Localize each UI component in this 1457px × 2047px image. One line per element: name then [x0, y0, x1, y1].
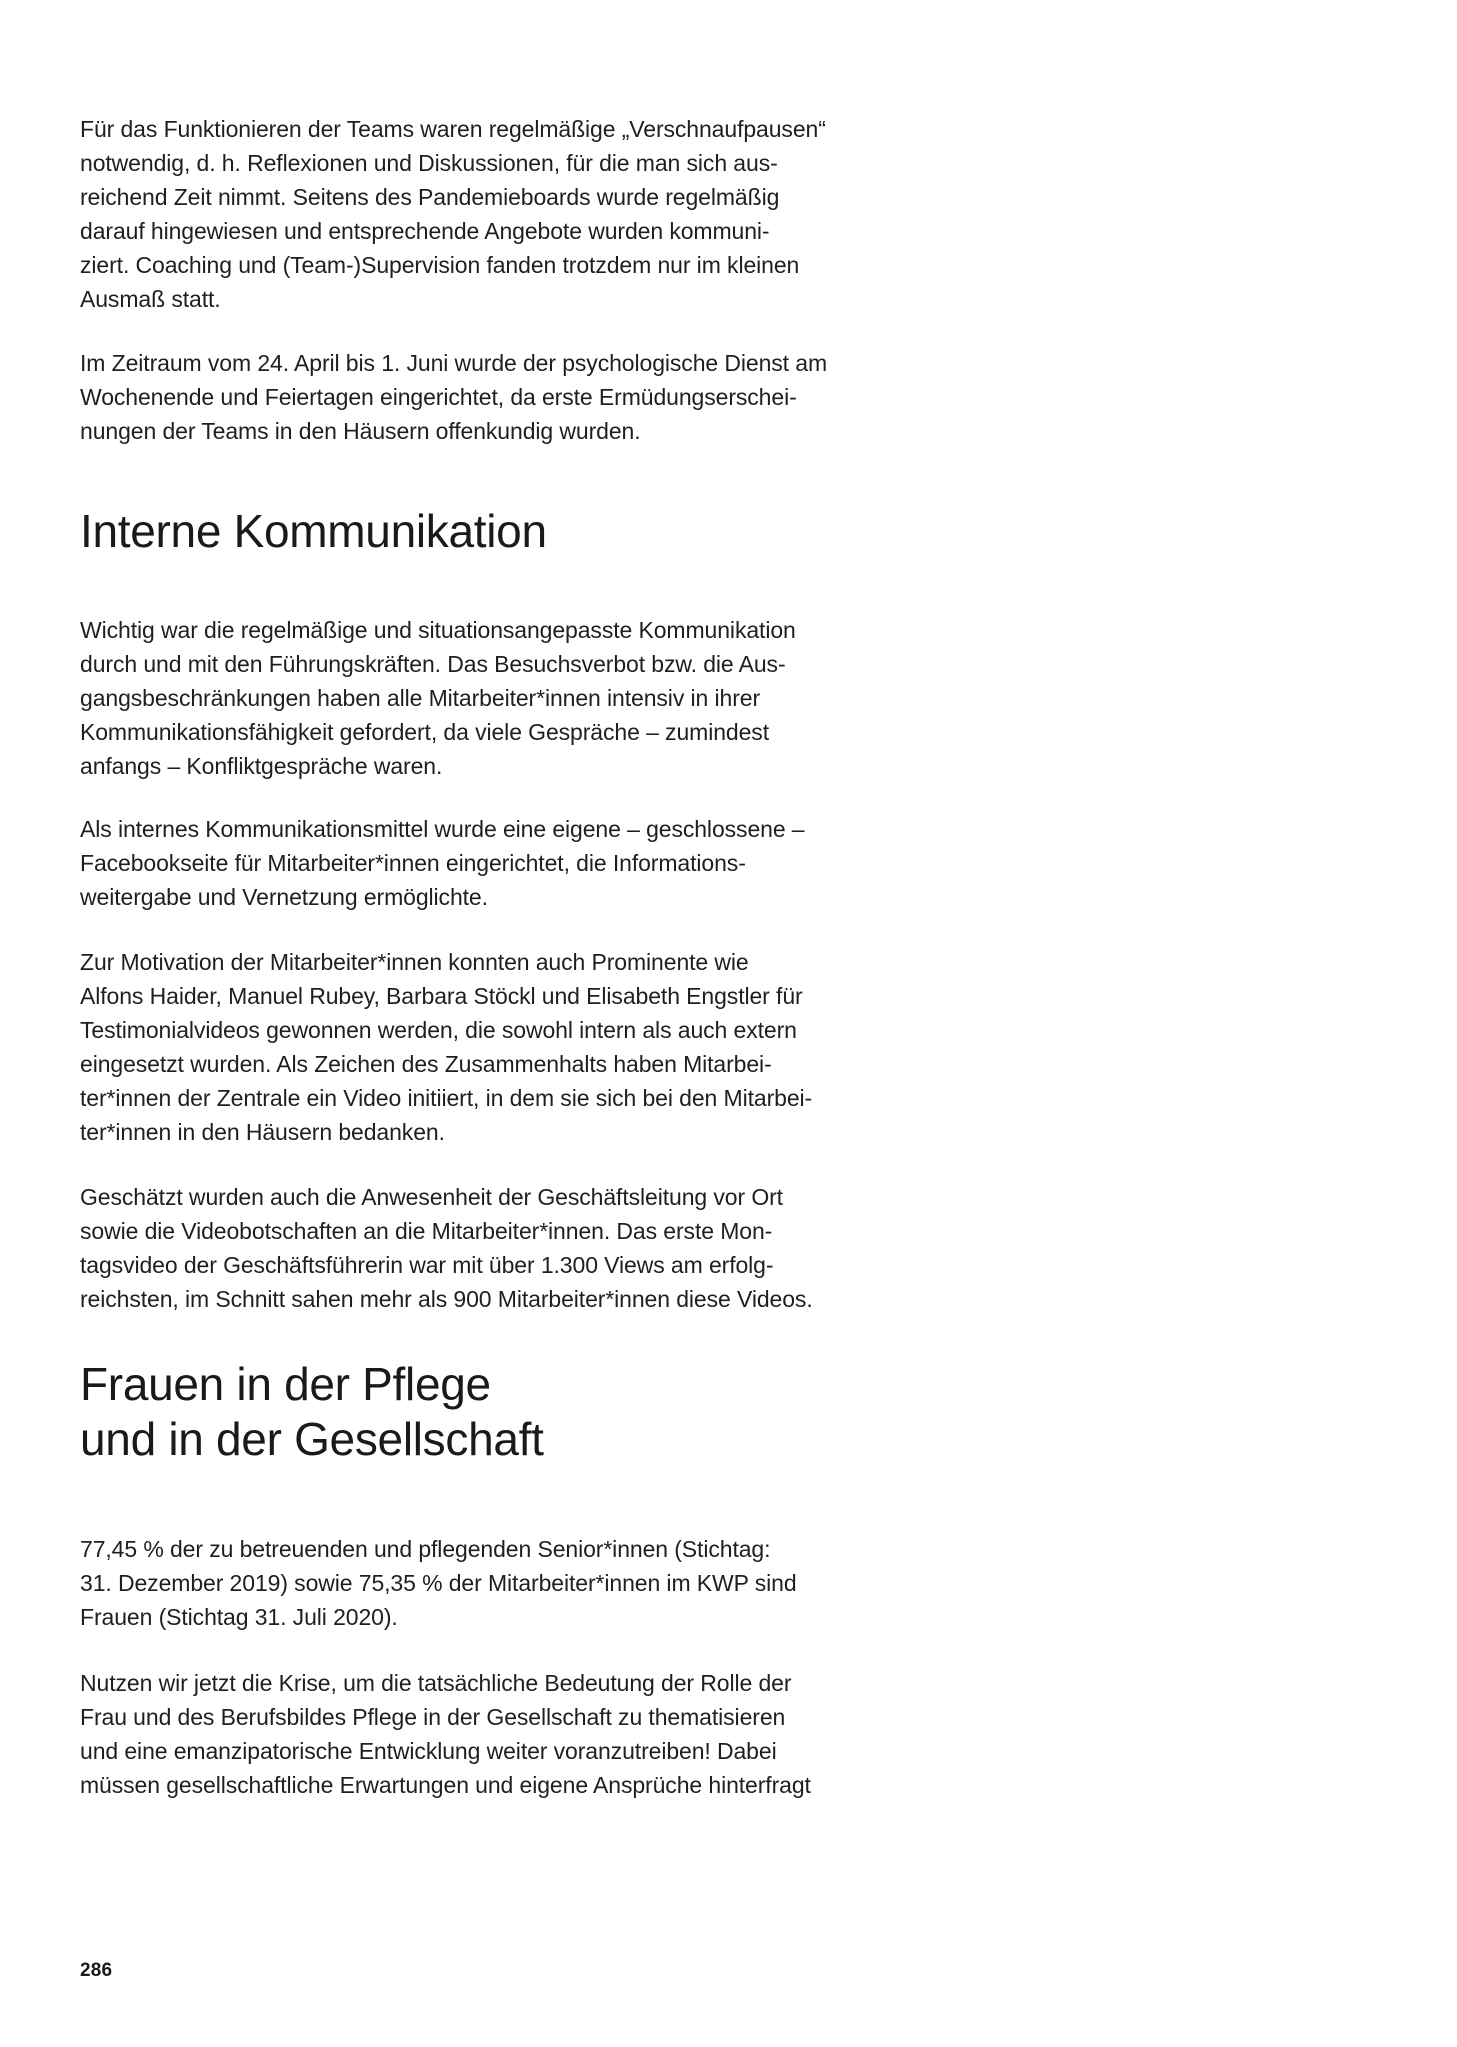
text-line: Kommunikationsfähigkeit gefordert, da viele Gespräche – zumindest [80, 719, 769, 745]
text-line: sowie die Videobotschaften an die Mitarbeiter*innen. Das erste Mon- [80, 1218, 773, 1244]
text-line: Frau und des Berufsbildes Pflege in der Gesellschaft zu thematisieren [80, 1704, 786, 1730]
text-line: ter*innen in den Häusern bedanken. [80, 1119, 445, 1145]
text-line: weitergabe und Vernetzung ermöglichte. [80, 884, 488, 910]
text-line: notwendig, d. h. Reflexionen und Diskussionen, für die man sich aus- [80, 150, 778, 176]
paragraph-psychologischer-dienst [80, 346, 827, 448]
paragraph-facebookseite [80, 812, 805, 914]
paragraph-statistik-frauen [80, 1532, 797, 1634]
text-line: Facebookseite für Mitarbeiter*innen eingerichtet, die Informations- [80, 850, 746, 876]
heading-interne-kommunikation: Interne Kommunikation [80, 505, 547, 557]
text-line: ter*innen der Zentrale ein Video initiiert, in dem sie sich bei den Mitarbei- [80, 1085, 813, 1111]
text-line: ziert. Coaching und (Team-)Supervision fanden trotzdem nur im kleinen [80, 252, 800, 278]
paragraph-motivation-prominente [80, 945, 812, 1149]
text-line: 31. Dezember 2019) sowie 75,35 % der Mitarbeiter*innen im KWP sind [80, 1570, 797, 1596]
paragraph-kommunikation-fuehrungskraefte [80, 613, 796, 783]
text-line: Im Zeitraum vom 24. April bis 1. Juni wurde der psychologische Dienst am [80, 350, 828, 376]
text-line: Geschätzt wurden auch die Anwesenheit der Geschäftsleitung vor Ort [80, 1184, 783, 1210]
text-line: Wichtig war die regelmäßige und situationsangepasste Kommunikation [80, 617, 796, 643]
text-line: Für das Funktionieren der Teams waren regelmäßige „Verschnaufpausen“ [80, 116, 826, 142]
text-line: und eine emanzipatorische Entwicklung weiter voranzutreiben! Dabei [80, 1738, 777, 1764]
text-line: durch und mit den Führungskräften. Das Besuchsverbot bzw. die Aus- [80, 651, 786, 677]
heading-frauen-in-der-pflege [80, 1357, 544, 1467]
text-line: Als internes Kommunikationsmittel wurde eine eigene – geschlossene – [80, 816, 805, 842]
text-line: eingesetzt wurden. Als Zeichen des Zusammenhalts haben Mitarbei- [80, 1051, 772, 1077]
text-line: reichsten, im Schnitt sahen mehr als 900 Mitarbeiter*innen diese Videos. [80, 1286, 813, 1312]
text-line: Zur Motivation der Mitarbeiter*innen konnten auch Prominente wie [80, 949, 749, 975]
text-line: müssen gesellschaftliche Erwartungen und eigene Ansprüche hinterfragt [80, 1772, 811, 1798]
paragraph-geschaeftsleitung [80, 1180, 813, 1316]
text-line: nungen der Teams in den Häusern offenkundig wurden. [80, 418, 641, 444]
text-line: Frauen (Stichtag 31. Juli 2020). [80, 1604, 398, 1630]
heading-line: und in der Gesellschaft [80, 1413, 544, 1465]
text-line: Ausmaß statt. [80, 286, 221, 312]
text-line: Wochenende und Feiertagen eingerichtet, da erste Ermüdungserschei- [80, 384, 797, 410]
paragraph-krise-nutzen [80, 1666, 811, 1802]
text-line: 77,45 % der zu betreuenden und pflegenden Senior*innen (Stichtag: [80, 1536, 771, 1562]
text-line: Testimonialvideos gewonnen werden, die sowohl intern als auch extern [80, 1017, 797, 1043]
text-line: Nutzen wir jetzt die Krise, um die tatsächliche Bedeutung der Rolle der [80, 1670, 792, 1696]
text-line: gangsbeschränkungen haben alle Mitarbeiter*innen intensiv in ihrer [80, 685, 761, 711]
heading-line: Frauen in der Pflege [80, 1358, 491, 1410]
text-line: anfangs – Konfliktgespräche waren. [80, 753, 443, 779]
text-line: darauf hingewiesen und entsprechende Angebote wurden kommuni- [80, 218, 770, 244]
text-line: Alfons Haider, Manuel Rubey, Barbara Stöckl und Elisabeth Engstler für [80, 983, 803, 1009]
paragraph-verschnaufpausen [80, 112, 826, 316]
text-line: reichend Zeit nimmt. Seitens des Pandemieboards wurde regelmäßig [80, 184, 780, 210]
text-line: tagsvideo der Geschäftsführerin war mit über 1.300 Views am erfolg- [80, 1252, 774, 1278]
page-number: 286 [80, 1960, 113, 1981]
